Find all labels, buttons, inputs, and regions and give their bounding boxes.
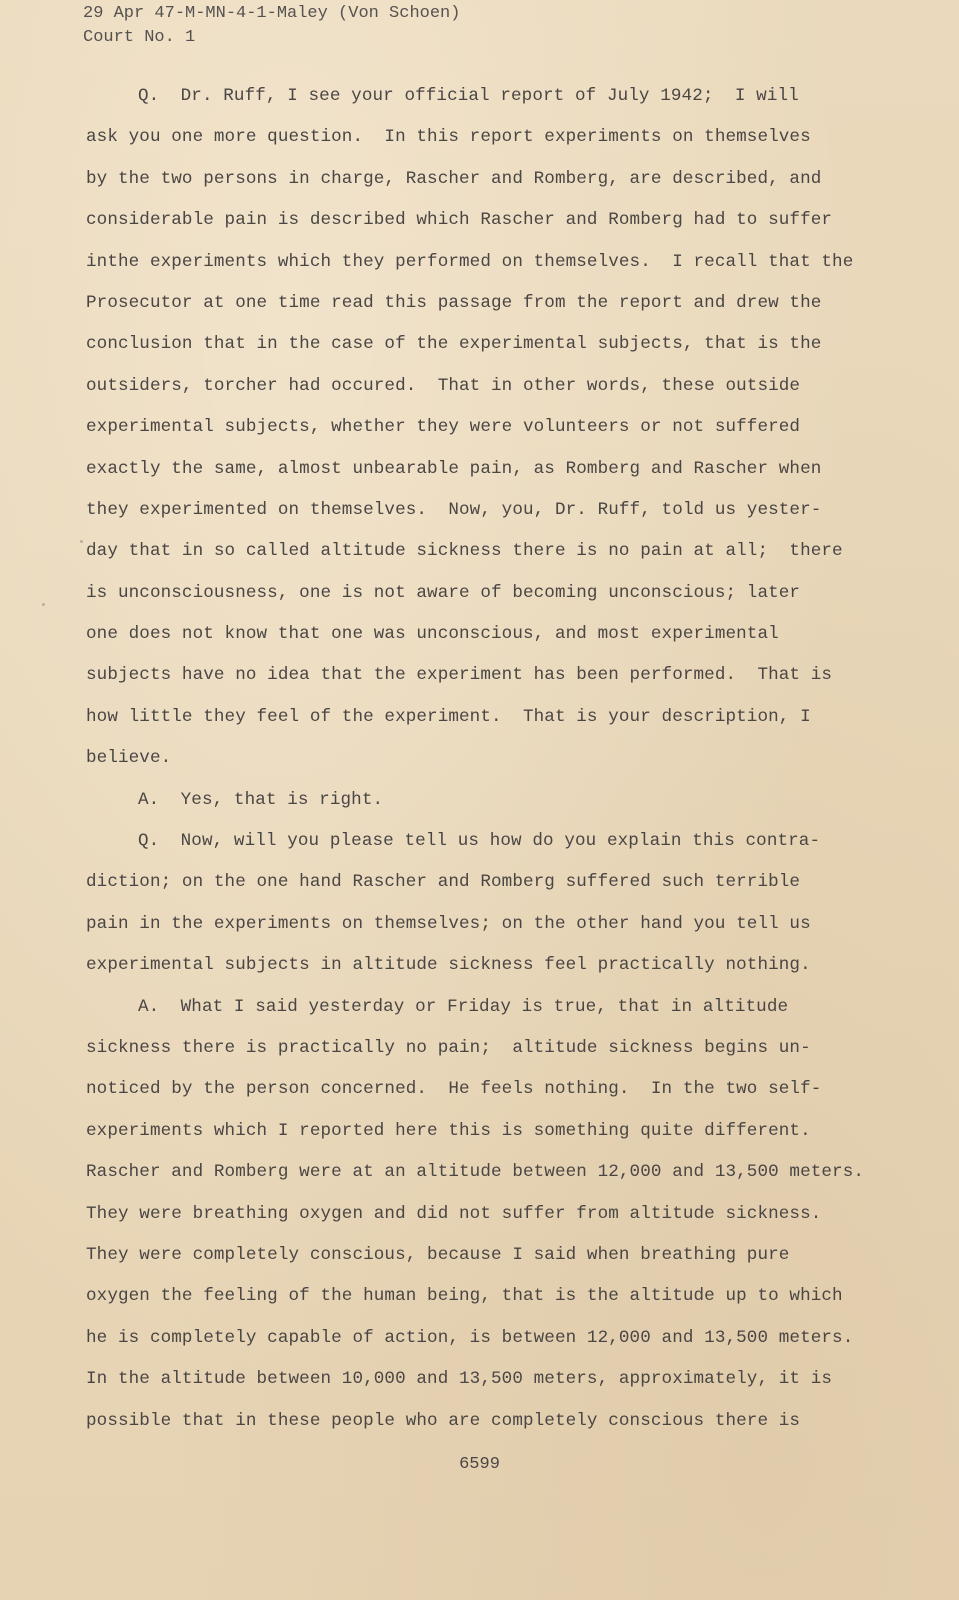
transcript-line: they experimented on themselves. Now, you, Dr. Ruff, told us yester- (86, 499, 822, 520)
page-number: 6599 (459, 1455, 500, 1474)
transcript-line: ask you one more question. In this report experiments on themselves (86, 127, 811, 148)
header-court-number: Court No. 1 (83, 28, 196, 47)
transcript-line: exactly the same, almost unbearable pain, as Romberg and Rascher when (86, 458, 822, 479)
transcript-line: conclusion that in the case of the experimental subjects, that is the (86, 334, 822, 355)
transcript-line: Q. Dr. Ruff, I see your official report of July 1942; I will (138, 86, 799, 106)
transcript-line: A. Yes, that is right. (138, 789, 384, 810)
transcript-line: day that in so called altitude sickness there is no pain at all; there (86, 541, 843, 562)
transcript-body (86, 76, 865, 1442)
transcript-line: outsiders, torcher had occured. That in other words, these outside (86, 375, 801, 396)
transcript-line: inthe experiments which they performed on themselves. I recall that the (86, 251, 854, 272)
transcript-line: Prosecutor at one time read this passage from the report and drew the (86, 292, 822, 313)
transcript-line: experimental subjects, whether they were volunteers or not suffered (86, 417, 801, 438)
transcript-line: considerable pain is described which Rascher and Romberg had to suffer (86, 210, 833, 231)
transcript-line: noticed by the person concerned. He feels nothing. In the two self- (86, 1079, 822, 1100)
transcript-line: They were completely conscious, because I said when breathing pure (86, 1244, 790, 1265)
paper-speck (80, 540, 83, 543)
transcript-line: believe. (86, 748, 172, 769)
transcript-line: experimental subjects in altitude sickness feel practically nothing. (86, 955, 811, 976)
transcript-line: sickness there is practically no pain; altitude sickness begins un- (86, 1037, 811, 1058)
transcript-line: In the altitude between 10,000 and 13,500 meters, approximately, it is (86, 1369, 833, 1390)
transcript-line: how little they feel of the experiment. That is your description, I (86, 706, 811, 727)
transcript-line: possible that in these people who are completely conscious there is (86, 1410, 801, 1431)
transcript-line: is unconsciousness, one is not aware of becoming unconscious; later (86, 582, 801, 603)
transcript-line: pain in the experiments on themselves; on the other hand you tell us (86, 913, 811, 934)
transcript-line: one does not know that one was unconscious, and most experimental (86, 624, 779, 645)
transcript-line: Rascher and Romberg were at an altitude between 12,000 and 13,500 meters. (86, 1162, 865, 1183)
transcript-line: oxygen the feeling of the human being, that is the altitude up to which (86, 1286, 843, 1307)
transcript-line: diction; on the one hand Rascher and Romberg suffered such terrible (86, 872, 801, 893)
transcript-line: by the two persons in charge, Rascher and Romberg, are described, and (86, 168, 822, 189)
header-case-reference: 29 Apr 47-M-MN-4-1-Maley (Von Schoen) (83, 4, 461, 23)
transcript-line: They were breathing oxygen and did not suffer from altitude sickness. (86, 1203, 822, 1224)
transcript-line: Q. Now, will you please tell us how do you explain this contra- (138, 831, 821, 852)
document-header (83, 2, 460, 50)
transcript-line: subjects have no idea that the experiment has been performed. That is (86, 665, 833, 686)
transcript-line: experiments which I reported here this is something quite different. (86, 1120, 811, 1141)
paper-speck (42, 603, 45, 606)
transcript-line: A. What I said yesterday or Friday is true, that in altitude (138, 996, 789, 1017)
transcript-line: he is completely capable of action, is between 12,000 and 13,500 meters. (86, 1327, 854, 1348)
